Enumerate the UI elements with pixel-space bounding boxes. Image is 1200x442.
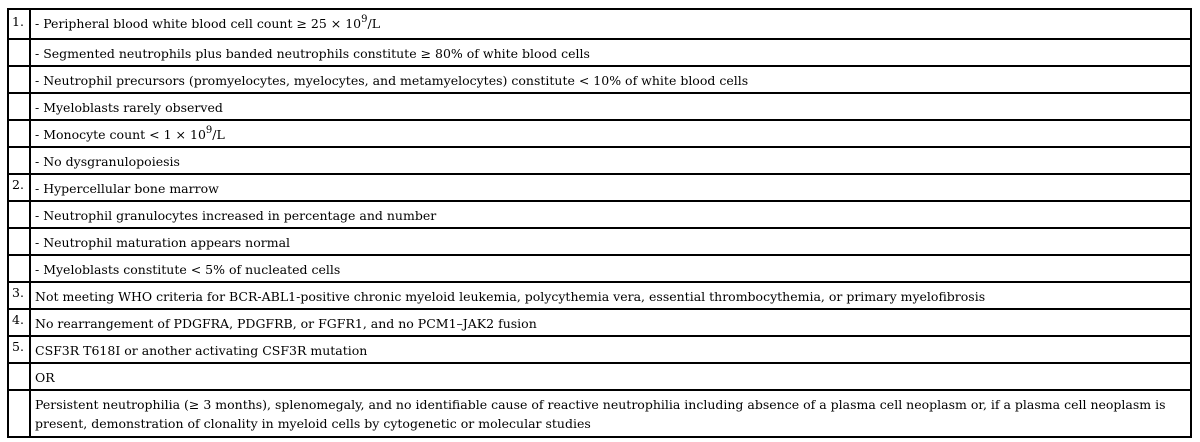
table-row [8,309,1191,336]
criterion-number: 1. [8,9,30,39]
criterion-number [8,228,30,255]
criterion-number [8,39,30,66]
criterion-number [8,390,30,437]
criterion-text: - Myeloblasts rarely observed [30,93,1191,120]
criterion-text [30,9,1191,39]
table-row [8,120,1191,147]
criterion-text: OR [30,363,1191,390]
criterion-text: - Neutrophil maturation appears normal [30,228,1191,255]
exponent: 9 [205,124,213,136]
criterion-number: 4. [8,309,30,336]
criterion-text-main: - Peripheral blood white blood cell count ≥ 25 × 10 [35,16,362,31]
criterion-text: CSF3R T618I or another activating CSF3R mutation [30,336,1191,363]
criterion-text-main: - Monocyte count < 1 × 10 [35,127,206,142]
table-row [8,147,1191,174]
criterion-number [8,93,30,120]
table-row [8,336,1191,363]
criterion-text: Not meeting WHO criteria for BCR-ABL1-positive chronic myeloid leukemia, polycythemia vera, essential thrombocythemia, or primary myelofibrosis [30,282,1191,309]
table-row [8,201,1191,228]
table-row [8,228,1191,255]
criterion-text: - Segmented neutrophils plus banded neutrophils constitute ≥ 80% of white blood cells [30,39,1191,66]
criterion-text: - Myeloblasts constitute < 5% of nucleated cells [30,255,1191,282]
table-row [8,66,1191,93]
exponent: 9 [361,13,368,25]
table-row [8,255,1191,282]
criterion-number [8,255,30,282]
criterion-text: No rearrangement of PDGFRA, PDGFRB, or FGFR1, and no PCM1–JAK2 fusion [30,309,1191,336]
criterion-number: 5. [8,336,30,363]
criterion-number: 2. [8,174,30,201]
criterion-text: - Neutrophil precursors (promyelocytes, myelocytes, and metamyelocytes) constitute < 10% of white blood cells [30,66,1191,93]
criteria-table [7,8,1192,438]
table-row [8,93,1191,120]
criterion-text: - Neutrophil granulocytes increased in percentage and number [30,201,1191,228]
table-row [8,390,1191,437]
criterion-number [8,201,30,228]
criterion-number [8,363,30,390]
table-row [8,39,1191,66]
criterion-text-unit: /L [367,16,381,31]
criterion-number [8,66,30,93]
criterion-text [30,120,1191,147]
criterion-text: - Hypercellular bone marrow [30,174,1191,201]
criterion-number: 3. [8,282,30,309]
criterion-text: - No dysgranulopoiesis [30,147,1191,174]
table-row [8,174,1191,201]
criterion-text-unit: /L [212,127,225,142]
criterion-number [8,147,30,174]
table-row [8,9,1191,39]
criterion-number [8,120,30,147]
table-row [8,363,1191,390]
criterion-text: Persistent neutrophilia (≥ 3 months), splenomegaly, and no identifiable cause of reactive neutrophilia including absence of a plasma cell neoplasm or, if a plasma cell neoplasm is present, demonstration of clonality in myeloid cells by cytogenetic or molecular studies [30,390,1191,437]
table-row [8,282,1191,309]
